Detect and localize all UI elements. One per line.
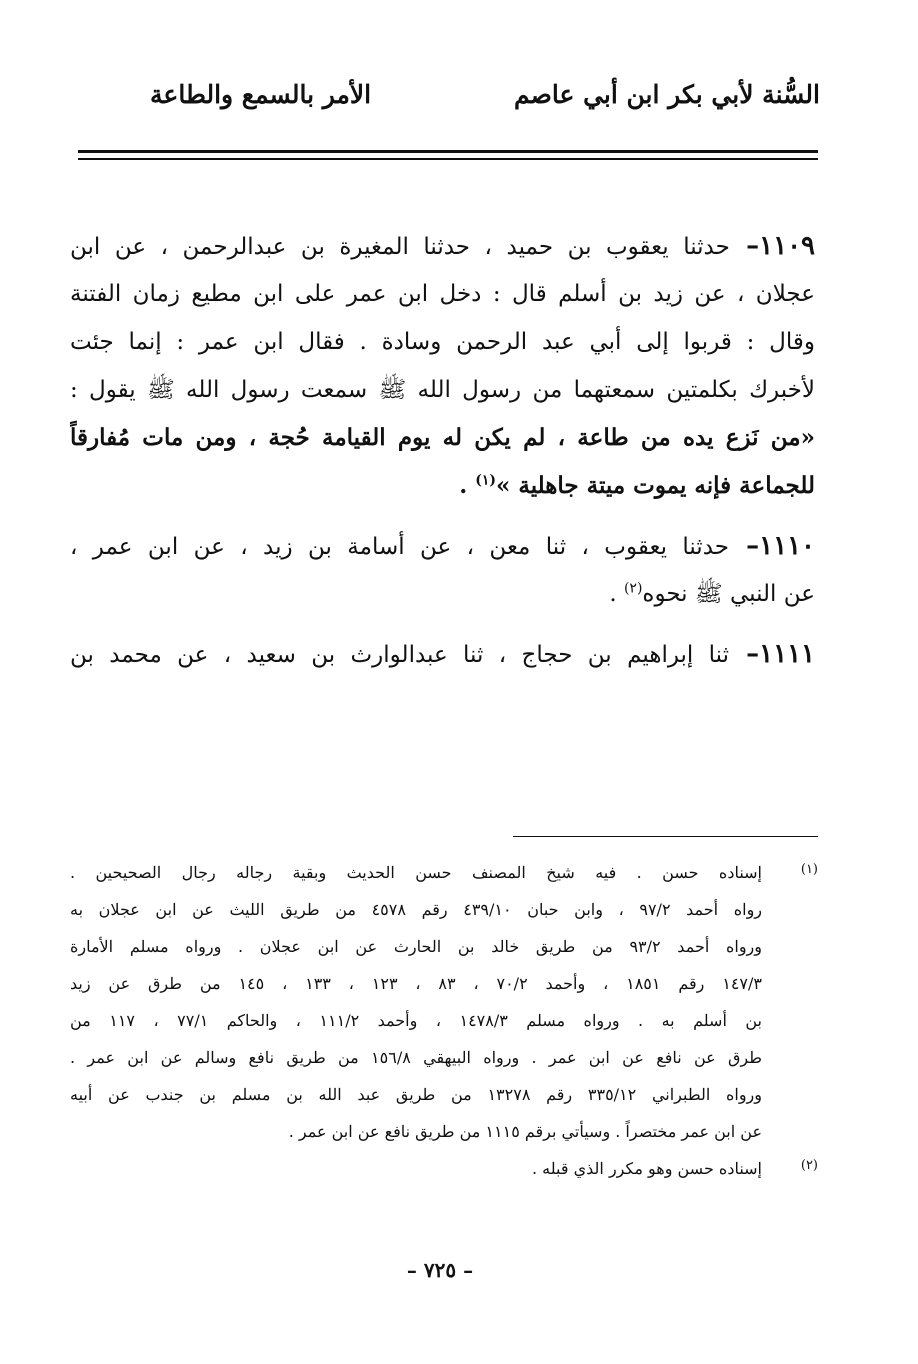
hadith-number: ١١١٠ xyxy=(759,531,815,561)
hadith-line: لأخبرك بكلمتين سمعتهما من رسول الله ﷺ سمعت رسول الله ﷺ يقول : xyxy=(70,377,815,403)
hadith-number: ١١٠٩ xyxy=(759,231,815,261)
hadith-line: ١١١١– ثنا إبراهيم بن حجاج ، ثنا عبدالوارث بن سعيد ، عن محمد بن xyxy=(70,639,815,669)
footnote-line: إسناده حسن . فيه شيخ المصنف حسن الحديث وبقية رجاله رجال الصحيحين . xyxy=(70,863,762,882)
hadith-1111 xyxy=(70,630,815,678)
footnote-separator xyxy=(513,836,818,837)
hadith-line: عن النبي ﷺ نحوه$^{(٢)}$ . xyxy=(609,580,815,607)
footnote-line: ١٤٧/٣ رقم ١٨٥١ ، وأحمد ٧٠/٢ ، ٨٣ ، ١٢٣ ، ١٣٣ ، ١٤٥ من طرق عن زيد xyxy=(70,974,762,993)
footnote-line: ورواه الطبراني ٣٣٥/١٢ رقم ١٣٢٧٨ من طريق عبد الله بن مسلم بن جندب عن أبيه xyxy=(70,1085,762,1104)
footnote-ref: (١) xyxy=(475,472,497,489)
footnote-line: بن أسلم به . ورواه مسلم ١٤٧٨/٣ ، وأحمد ١١١/٢ ، والحاكم ٧٧/١ ، ١١٧ من xyxy=(70,1011,762,1030)
header-rule-thin xyxy=(78,158,818,160)
book-title: السُّنة لأبي بكر ابن أبي عاصم xyxy=(513,80,820,109)
main-text xyxy=(70,222,815,678)
hadith-1109 xyxy=(70,222,815,510)
footnote-1 xyxy=(70,858,818,1154)
footnote-ref: (٢) xyxy=(623,580,643,597)
hadith-quote-line: «من نَزع يده من طاعة ، لم يكن له يوم القيامة حُجة ، ومن مات مُفارقاً xyxy=(70,424,815,451)
footnote-line: عن ابن عمر مختصراً . وسيأتي برقم ١١١٥ من طريق نافع عن ابن عمر . xyxy=(288,1122,762,1141)
header-rule-thick xyxy=(78,150,818,153)
hadith-line: ١١٠٩– حدثنا يعقوب بن حميد ، حدثنا المغيرة بن عبدالرحمن ، عن ابن xyxy=(70,231,815,261)
chapter-title: الأمر بالسمع والطاعة xyxy=(150,80,372,109)
hadith-line: ١١١٠– حدثنا يعقوب ، ثنا معن ، عن أسامة بن زيد ، عن ابن عمر ، xyxy=(70,531,815,561)
hadith-1110 xyxy=(70,522,815,618)
footnote-line: رواه أحمد ٩٧/٢ ، وابن حبان ٤٣٩/١٠ رقم ٤٥٧٨ من طريق الليث عن ابن عجلان به xyxy=(70,900,762,919)
footnote-mark: (١) xyxy=(800,862,818,877)
hadith-line: عجلان ، عن زيد بن أسلم قال : دخل ابن عمر على ابن مطيع زمان الفتنة xyxy=(70,281,815,307)
footnote-2 xyxy=(70,1154,818,1191)
footnote-mark: (٢) xyxy=(800,1158,818,1173)
footnote-line: ورواه أحمد ٩٣/٢ من طريق خالد بن الحارث عن ابن عجلان . ورواه مسلم الأمارة xyxy=(70,937,762,956)
footnote-line: طرق عن نافع عن ابن عمر . ورواه البيهقي ١٥٦/٨ من طريق نافع وسالم عن ابن عمر . xyxy=(70,1048,762,1067)
footnotes xyxy=(70,858,818,1191)
hadith-number: ١١١١ xyxy=(759,639,815,669)
footnote-line: إسناده حسن وهو مكرر الذي قبله . xyxy=(532,1159,762,1178)
running-header xyxy=(150,80,820,120)
page-number: – ٧٢٥ – xyxy=(406,1258,474,1282)
hadith-quote-line: للجماعة فإنه يموت ميتة جاهلية »$^{(١)}$ . xyxy=(459,472,815,499)
hadith-line: وقال : قربوا إلى أبي عبد الرحمن وسادة . فقال ابن عمر : إنما جئت xyxy=(70,329,815,355)
